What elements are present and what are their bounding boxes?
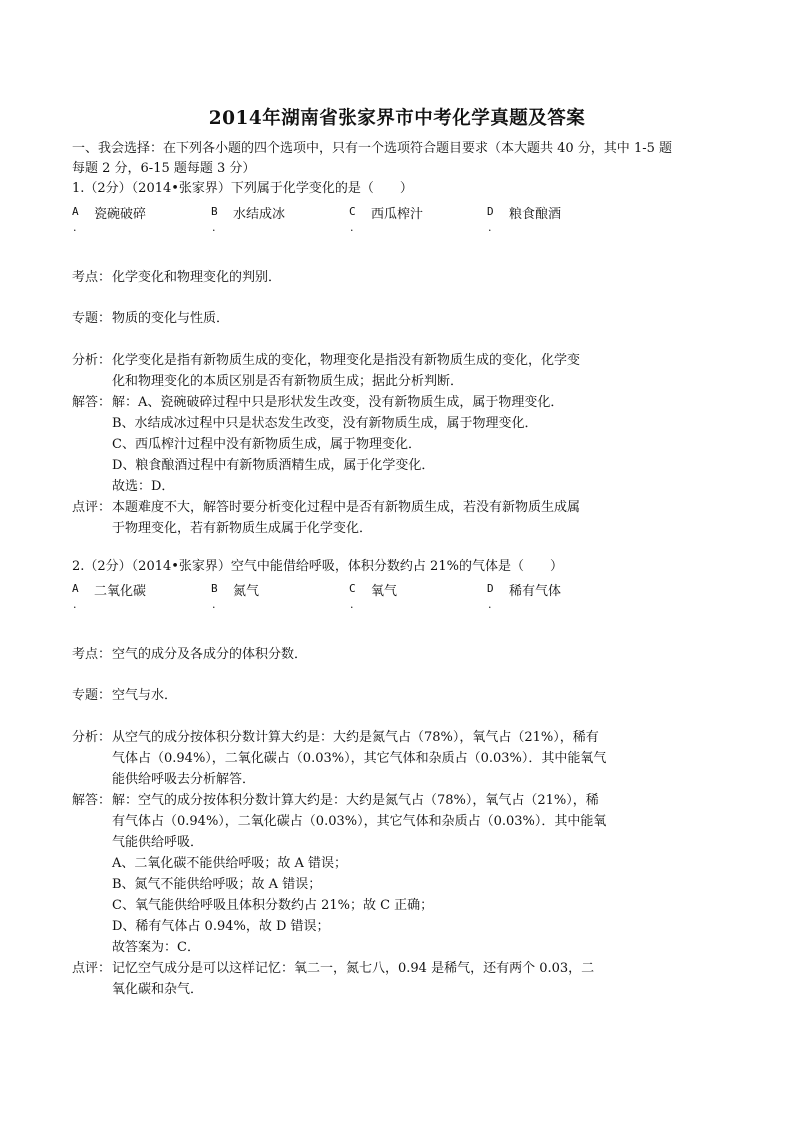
option-text: 氧气 bbox=[371, 584, 398, 599]
question-1-kaodian: 化学变化和物理变化的判别． bbox=[112, 270, 282, 285]
question-2-jieda-line-8: 故答案为：C． bbox=[112, 940, 200, 955]
question-1-fenxi-label: 分析： bbox=[72, 353, 112, 368]
question-2-jieda-line-3: 气能供给呼吸． bbox=[112, 835, 204, 850]
question-2-zhuanti-label: 专题： bbox=[72, 688, 112, 703]
option-text: 粮食酿酒 bbox=[509, 207, 562, 222]
option-letter: D bbox=[487, 205, 494, 218]
question-2-dianping-line-1: 记忆空气成分是可以这样记忆：氧二一，氮七八，0.94 是稀气，还有两个 0.03，二 bbox=[112, 961, 595, 976]
question-1-jieda-line-4: D、粮食酿酒过程中有新物质酒精生成，属于化学变化． bbox=[112, 458, 435, 473]
question-2-dianping-line-2: 氧化碳和杂气． bbox=[112, 982, 204, 997]
question-2-kaodian: 空气的成分及各成分的体积分数． bbox=[112, 647, 308, 662]
option-dot: . bbox=[350, 221, 354, 234]
question-1-fenxi-line-1: 化学变化是指有新物质生成的变化，物理变化是指没有新物质生成的变化，化学变 bbox=[112, 353, 581, 368]
question-2-fenxi-line-2: 气体占（0.94%），二氧化碳占（0.03%），其它气体和杂质占（0.03%）．其中能氧气 bbox=[112, 751, 607, 766]
question-2-options bbox=[72, 580, 632, 620]
option-text: 瓷碗破碎 bbox=[94, 207, 147, 222]
question-1-fenxi-line-2: 化和物理变化的本质区别是否有新物质生成；据此分析判断． bbox=[112, 374, 464, 389]
question-1-jieda-label: 解答： bbox=[72, 395, 112, 410]
option-text: 稀有气体 bbox=[509, 584, 562, 599]
option-letter: B bbox=[211, 582, 218, 595]
option-dot: . bbox=[212, 598, 216, 611]
question-1-jieda-line-1: 解：A、瓷碗破碎过程中只是形状发生改变，没有新物质生成，属于物理变化． bbox=[112, 395, 564, 410]
question-2-stem: 2.（2分）（2014•张家界）空气中能借给呼吸，体积分数约占 21%的气体是（ ） bbox=[72, 559, 563, 574]
document-title: 2014年湖南省张家界市中考化学真题及答案 bbox=[208, 108, 586, 129]
option-text: 氮气 bbox=[233, 584, 260, 599]
option-dot: . bbox=[488, 221, 492, 234]
option-text: 二氧化碳 bbox=[94, 584, 147, 599]
question-2-zhuanti: 空气与水． bbox=[112, 688, 178, 703]
question-1-stem: 1.（2分）（2014•张家界）下列属于化学变化的是（ ） bbox=[72, 181, 413, 196]
option-letter: B bbox=[211, 205, 218, 218]
option-letter: A bbox=[72, 205, 79, 218]
question-1-zhuanti: 物质的变化与性质． bbox=[112, 311, 230, 326]
option-dot: . bbox=[488, 598, 492, 611]
question-2-jieda-line-2: 有气体占（0.94%），二氧化碳占（0.03%），其它气体和杂质占（0.03%）．其中能氧 bbox=[112, 814, 607, 829]
question-2-dianping-label: 点评： bbox=[72, 961, 112, 976]
option-text: 水结成冰 bbox=[233, 207, 286, 222]
option-text: 西瓜榨汁 bbox=[371, 207, 424, 222]
option-letter: D bbox=[487, 582, 494, 595]
option-dot: . bbox=[73, 598, 77, 611]
question-2-jieda-line-5: B、氮气不能供给呼吸；故 A 错误； bbox=[112, 877, 322, 892]
option-dot: . bbox=[212, 221, 216, 234]
question-1-zhuanti-label: 专题： bbox=[72, 311, 112, 326]
question-2-fenxi-line-1: 从空气的成分按体积分数计算大约是：大约是氮气占（78%），氧气占（21%），稀有 bbox=[112, 730, 599, 745]
question-1-dianping-line-1: 本题难度不大，解答时要分析变化过程中是否有新物质生成，若没有新物质生成属 bbox=[112, 500, 581, 515]
question-2-jieda-line-1: 解：空气的成分按体积分数计算大约是：大约是氮气占（78%），氧气占（21%），稀 bbox=[112, 793, 599, 808]
option-letter: C bbox=[349, 582, 356, 595]
question-1-dianping-label: 点评： bbox=[72, 500, 112, 515]
option-dot: . bbox=[350, 598, 354, 611]
question-2-jieda-line-7: D、稀有气体占 0.94%，故 D 错误； bbox=[112, 919, 330, 934]
question-2-jieda-line-6: C、氧气能供给呼吸且体积分数约占 21%；故 C 正确； bbox=[112, 898, 434, 913]
option-letter: A bbox=[72, 582, 79, 595]
question-1-dianping-line-2: 于物理变化，若有新物质生成属于化学变化． bbox=[112, 521, 373, 536]
option-dot: . bbox=[73, 221, 77, 234]
question-1-jieda-line-3: C、西瓜榨汁过程中没有新物质生成，属于物理变化． bbox=[112, 437, 421, 452]
section-intro-line-1: 一、我会选择：在下列各小题的四个选项中，只有一个选项符合题目要求（本大题共 40 分，其中 1-5 题 bbox=[72, 141, 673, 156]
question-2-jieda-label: 解答： bbox=[72, 793, 112, 808]
option-letter: C bbox=[349, 205, 356, 218]
question-1-jieda-line-2: B、水结成冰过程中只是状态发生改变，没有新物质生成，属于物理变化． bbox=[112, 416, 538, 431]
question-1-kaodian-label: 考点： bbox=[72, 270, 112, 285]
question-2-fenxi-line-3: 能供给呼吸去分析解答． bbox=[112, 772, 256, 787]
question-2-jieda-line-4: A、二氧化碳不能供给呼吸；故 A 错误； bbox=[112, 856, 348, 871]
section-intro-line-2: 每题 2 分，6-15 题每题 3 分） bbox=[72, 161, 256, 176]
question-2-fenxi-label: 分析： bbox=[72, 730, 112, 745]
question-1-options bbox=[72, 203, 632, 243]
question-1-jieda-line-5: 故选：D． bbox=[112, 479, 175, 494]
question-2-kaodian-label: 考点： bbox=[72, 647, 112, 662]
